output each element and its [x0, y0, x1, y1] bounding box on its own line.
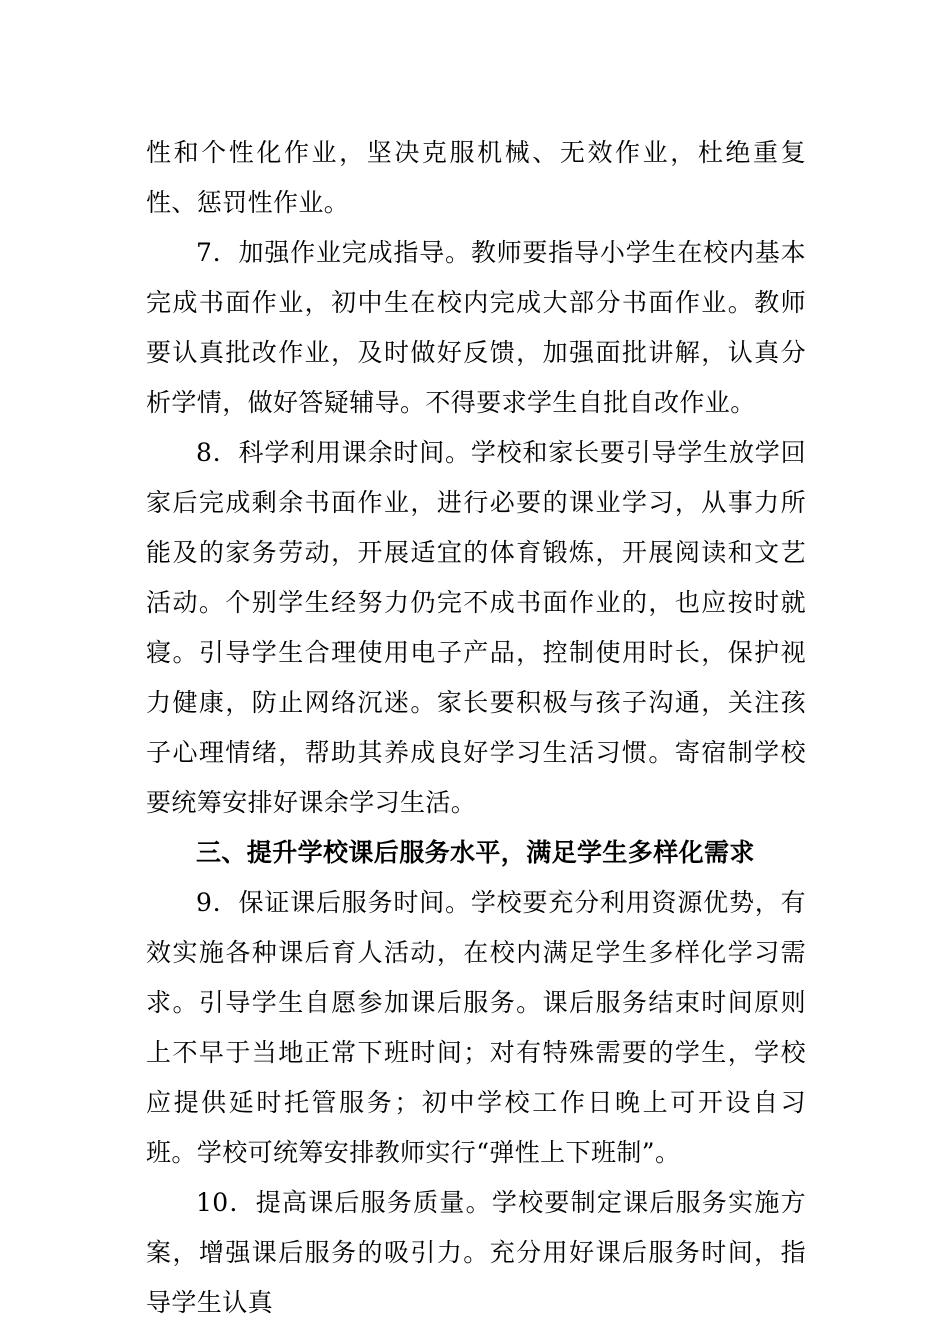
document-page	[146, 128, 806, 1328]
paragraph-6-continued: 性和个性化作业，坚决克服机械、无效作业，杜绝重复性、惩罚性作业。	[146, 138, 806, 217]
paragraph-8: 8．科学利用课余时间。学校和家长要引导学生放学回家后完成剩余书面作业，进行必要的课业学习，从事力所能及的家务劳动，开展适宜的体育锻炼，开展阅读和文艺活动。个别学生经努力仍完不成书面作业的，也应按时就寝。引导学生合理使用电子产品，控制使用时长，保护视力健康，防止网络沉迷。家长要积极与孩子沟通，关注孩子心理情绪，帮助其养成良好学习生活习惯。寄宿制学校要统筹安排好课余学习生活。	[146, 438, 806, 817]
paragraph-10: 10．提高课后服务质量。学校要制定课后服务实施方案，增强课后服务的吸引力。充分用好课后服务时间，指导学生认真	[146, 1188, 806, 1317]
paragraph-9: 9．保证课后服务时间。学校要充分利用资源优势，有效实施各种课后育人活动，在校内满足学生多样化学习需求。引导学生自愿参加课后服务。课后服务结束时间原则上不早于当地正常下班时间；对有特殊需要的学生，学校应提供延时托管服务；初中学校工作日晚上可开设自习班。学校可统筹安排教师实行“弹性上下班制”。	[146, 888, 806, 1167]
section-heading-3: 三、提升学校课后服务水平，满足学生多样化需求	[196, 838, 755, 867]
paragraph-7: 7．加强作业完成指导。教师要指导小学生在校内基本完成书面作业，初中生在校内完成大部分书面作业。教师要认真批改作业，及时做好反馈，加强面批讲解，认真分析学情，做好答疑辅导。不得要求学生自批自改作业。	[146, 238, 806, 417]
